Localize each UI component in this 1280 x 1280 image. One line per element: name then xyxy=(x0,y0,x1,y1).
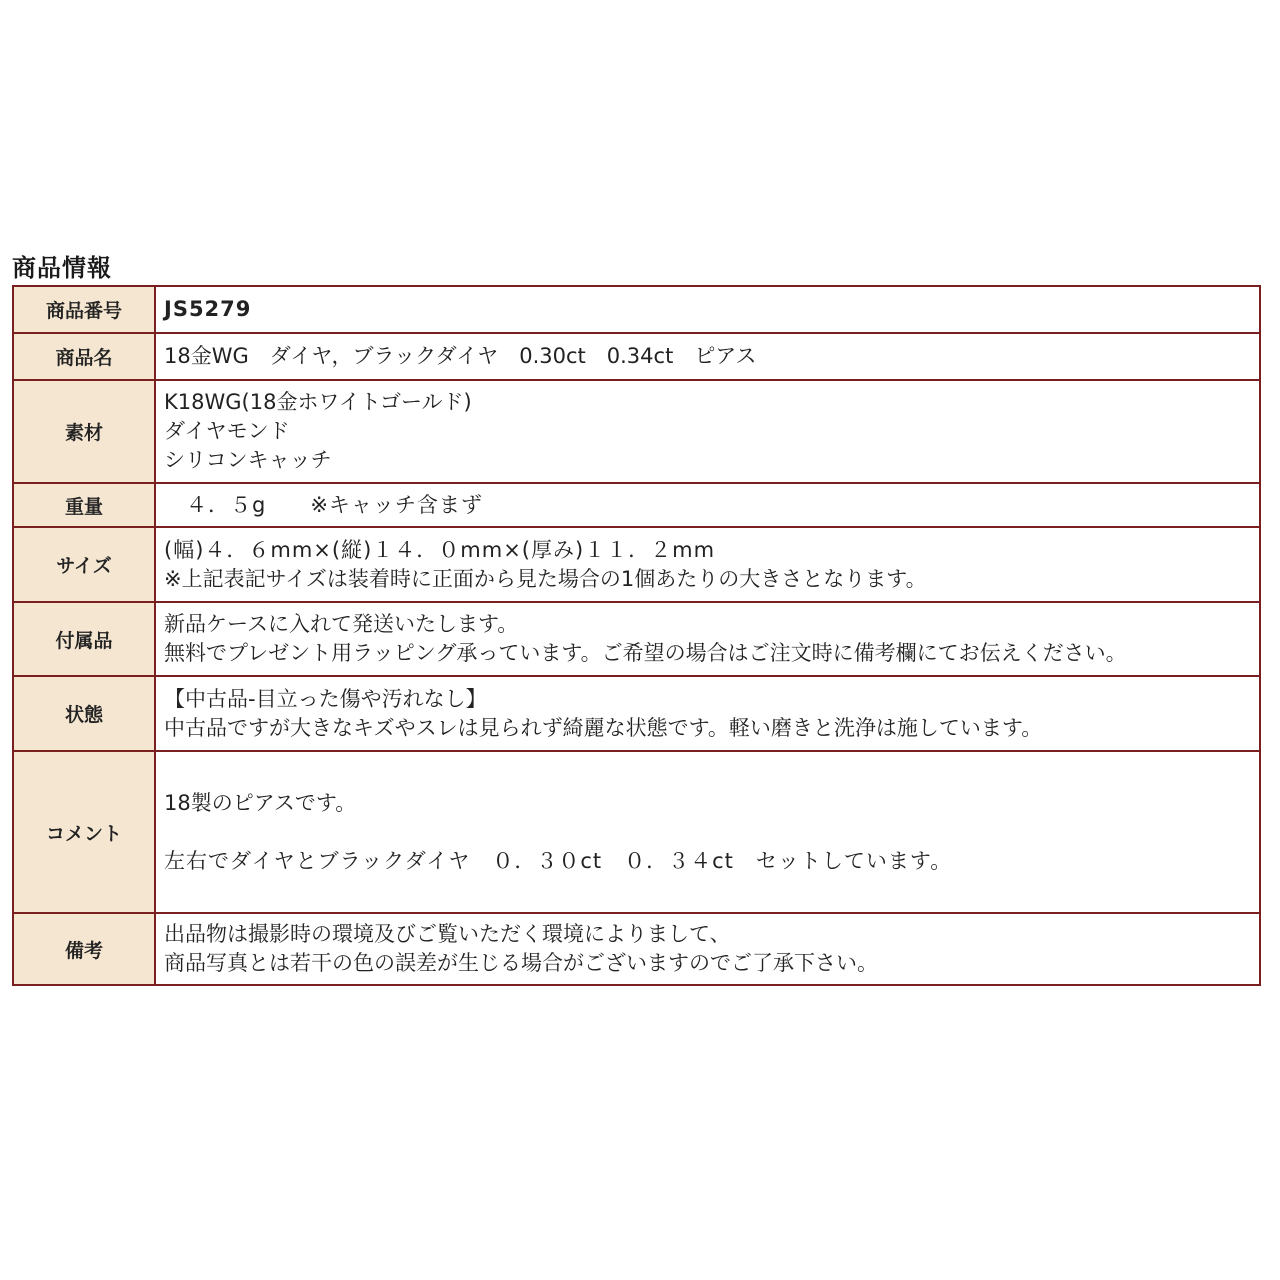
material-line: K18WG(18金ホワイトゴールド) xyxy=(164,390,472,414)
size-note-line: ※上記表記サイズは装着時に正面から見た場合の1個あたりの大きさとなります。 xyxy=(164,566,927,591)
condition-line: 【中古品-目立った傷や汚れなし】 xyxy=(164,686,487,711)
value-product-name xyxy=(155,333,1260,380)
value-condition xyxy=(155,676,1260,751)
row-accessories xyxy=(13,602,1260,676)
comment-line: 左右でダイヤとブラックダイヤ ０．３０ct ０．３４ct セットしています。 xyxy=(164,848,953,873)
row-condition xyxy=(13,676,1260,751)
row-comment xyxy=(13,751,1260,913)
value-accessories xyxy=(155,602,1260,676)
label-product-name: 商品名 xyxy=(13,333,155,380)
value-comment xyxy=(155,751,1260,913)
row-product-name xyxy=(13,333,1260,380)
product-info-table xyxy=(12,285,1261,986)
material-line: シリコンキャッチ xyxy=(164,448,332,472)
label-comment: コメント xyxy=(13,751,155,913)
row-product-code xyxy=(13,286,1260,333)
accessories-line: 無料でプレゼント用ラッピング承っています。ご希望の場合はご注文時に備考欄にてお伝えください。 xyxy=(164,641,1127,665)
condition-line: 中古品ですが大きなキズやスレは見られず綺麗な状態です。軽い磨きと洗浄は施しています。 xyxy=(164,715,1043,740)
label-material: 素材 xyxy=(13,380,155,483)
label-product-code: 商品番号 xyxy=(13,286,155,333)
row-material xyxy=(13,380,1260,483)
label-condition: 状態 xyxy=(13,676,155,751)
comment-blank-line xyxy=(164,818,1259,847)
comment-line: 18製のピアスです。 xyxy=(164,790,357,815)
row-size xyxy=(13,527,1260,602)
remarks-line: 商品写真とは若干の色の誤差が生じる場合がございますのでご了承下さい。 xyxy=(164,951,878,975)
value-remarks xyxy=(155,913,1260,985)
value-weight xyxy=(155,483,1260,527)
section-title: 商品情報 xyxy=(12,254,112,282)
value-material xyxy=(155,380,1260,483)
remarks-line: 出品物は撮影時の環境及びご覧いただく環境によりまして、 xyxy=(164,922,731,946)
row-remarks xyxy=(13,913,1260,985)
row-weight xyxy=(13,483,1260,527)
material-line: ダイヤモンド xyxy=(164,419,290,443)
label-size: サイズ xyxy=(13,527,155,602)
product-code-text: JS5279 xyxy=(164,297,252,321)
label-accessories: 付属品 xyxy=(13,602,155,676)
label-weight: 重量 xyxy=(13,483,155,527)
size-line: (幅)４．６mm×(縦)１４．０mm×(厚み)１１．２mm xyxy=(164,537,716,562)
accessories-line: 新品ケースに入れて発送いたします。 xyxy=(164,612,519,636)
value-size xyxy=(155,527,1260,602)
weight-text: ４．５g ※キャッチ含まず xyxy=(164,492,483,517)
product-name-text: 18金WG ダイヤ，ブラックダイヤ 0.30ct 0.34ct ピアス xyxy=(164,344,757,368)
label-remarks: 備考 xyxy=(13,913,155,985)
value-product-code xyxy=(155,286,1260,333)
